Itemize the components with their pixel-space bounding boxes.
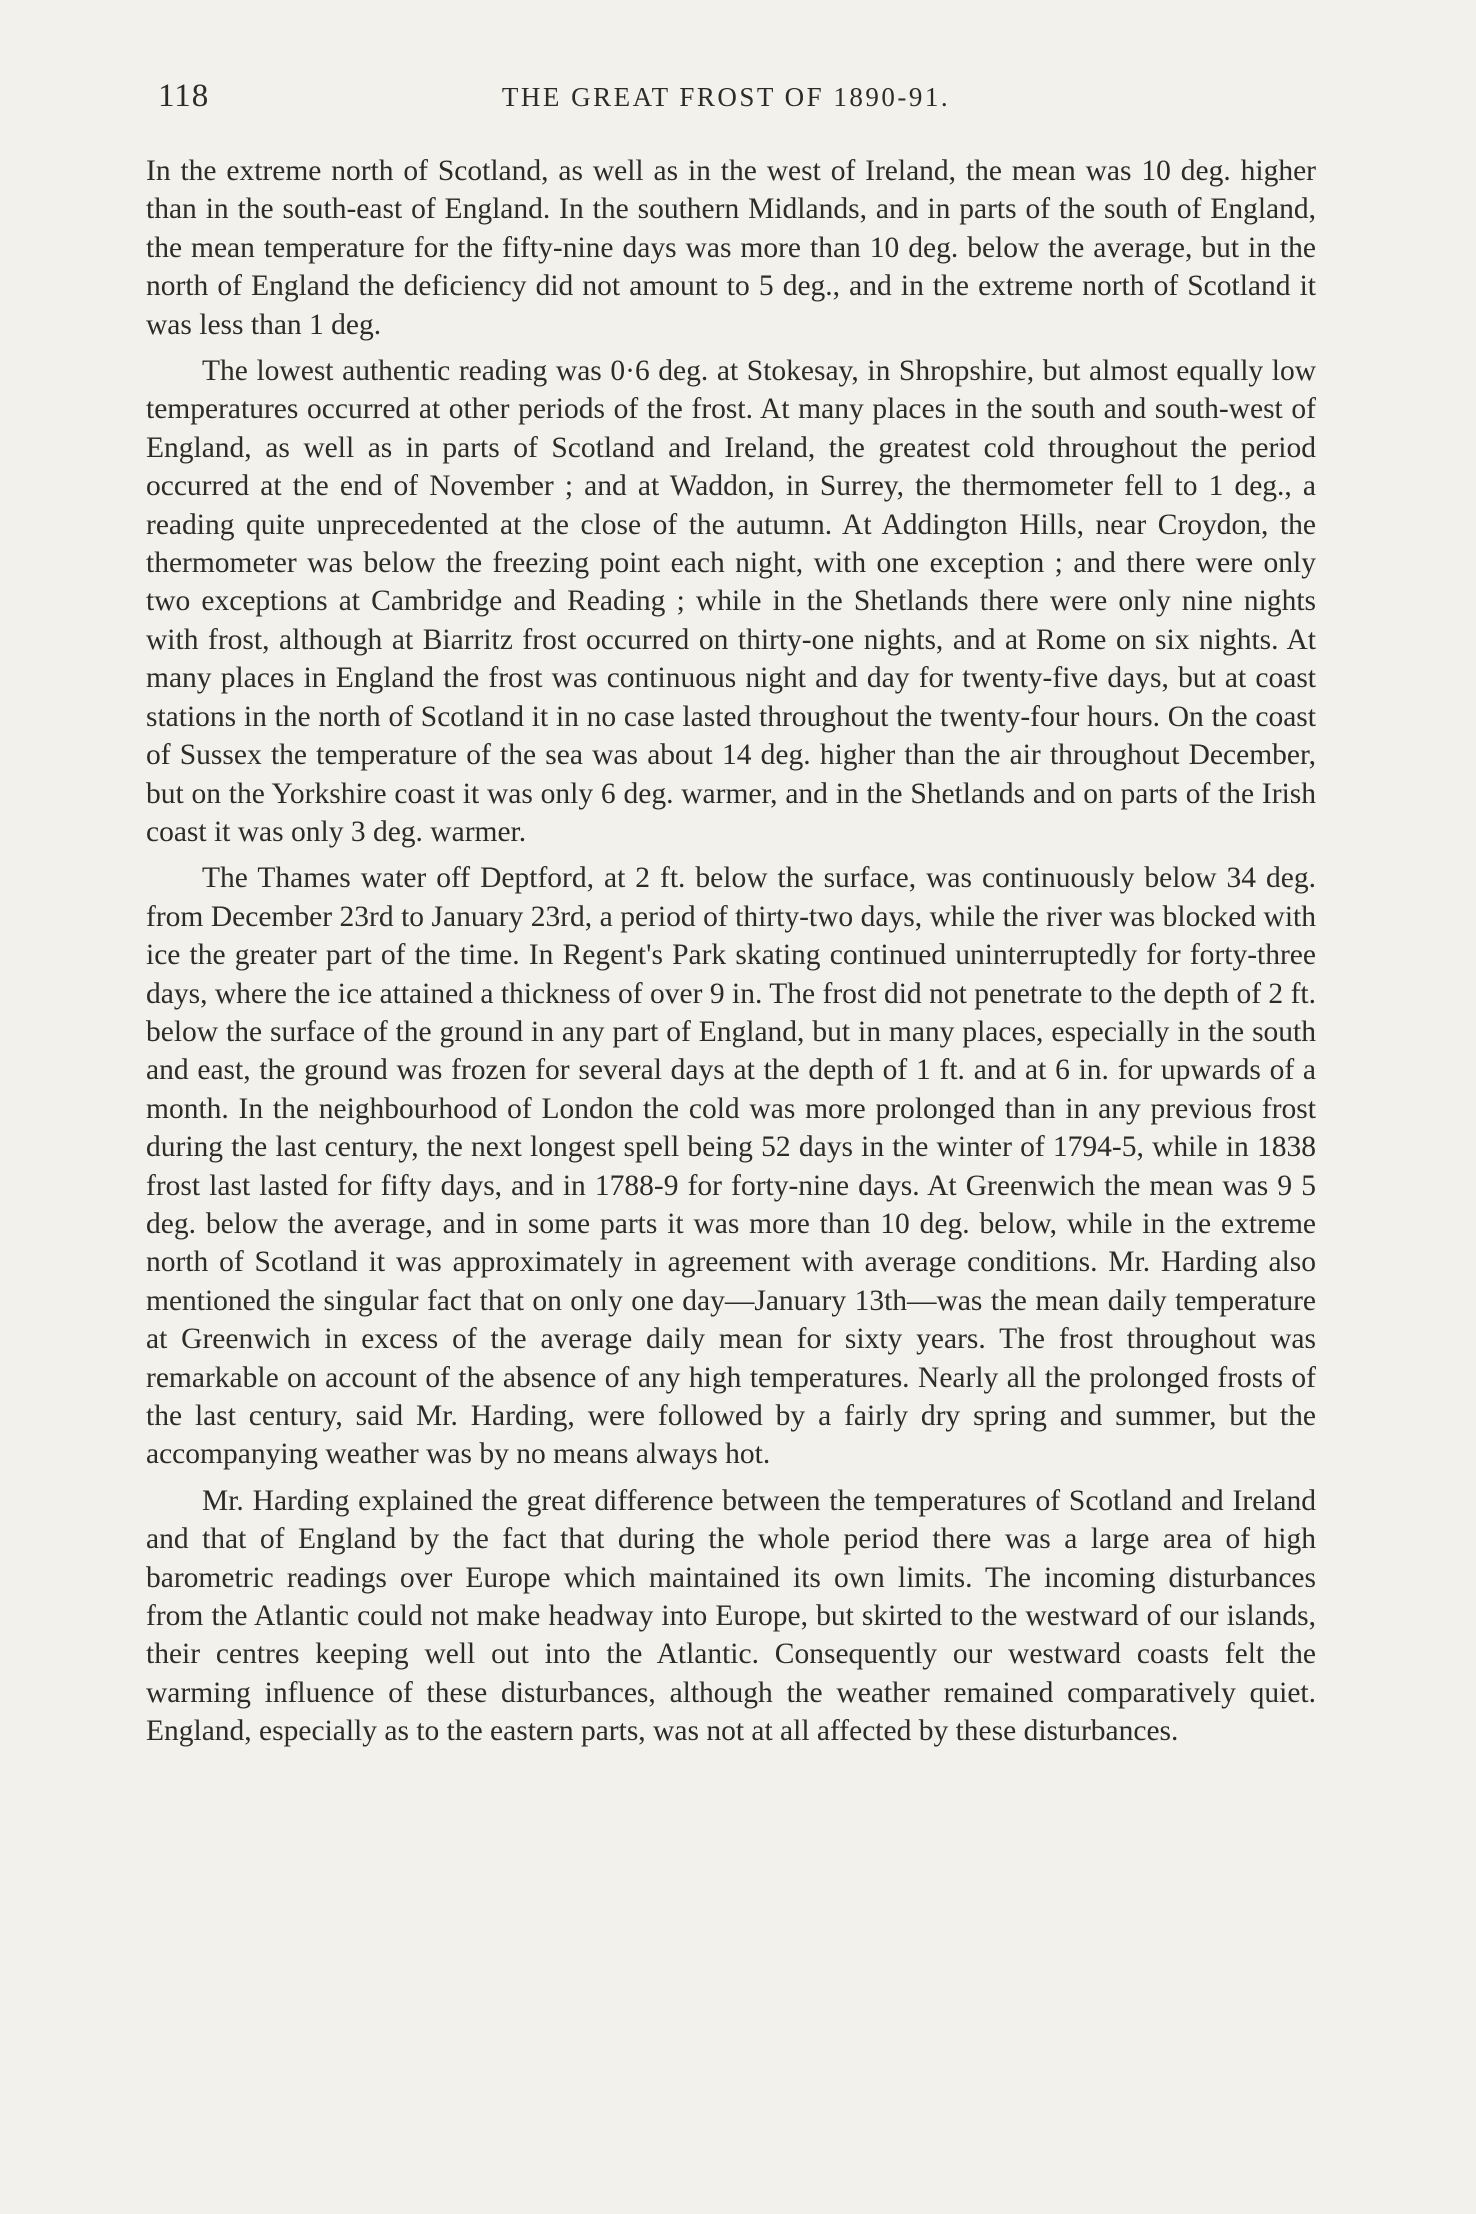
running-head bbox=[146, 78, 1306, 128]
page-number: 118 bbox=[158, 78, 210, 114]
paragraph-1: In the extreme north of Scotland, as well as in the west of Ireland, the mean was 10 deg. higher than in the south-east of England. In the southern Midlands, and in parts of the south of England, the mean temperature for the fifty-nine days was more than 10 deg. below the average, but in the north of England the deficiency did not amount to 5 deg., and in the extreme north of Scotland it was less than 1 deg. bbox=[146, 155, 1316, 341]
paragraph-2: The lowest authentic reading was 0·6 deg. at Stokesay, in Shropshire, but almost equally low temperatures occurred at other periods of the frost. At many places in the south and south-west of England, as well as in parts of Scotland and Ireland, the greatest cold throughout the period occurred at the end of November ; and at Waddon, in Surrey, the thermometer fell to 1 deg., a reading quite unprecedented at the close of the autumn. At Addington Hills, near Croydon, the thermometer was below the freezing point each night, with one exception ; and there were only two exceptions at Cambridge and Reading ; while in the Shetlands there were only nine nights with frost, although at Biarritz frost occurred on thirty-one nights, and at Rome on six nights. At many places in England the frost was continuous night and day for twenty-five days, but at coast stations in the north of Scotland it in no case lasted throughout the twenty-four hours. On the coast of Sussex the temperature of the sea was about 14 deg. higher than the air throughout December, but on the Yorkshire coast it was only 6 deg. warmer, and in the Shetlands and on parts of the Irish coast it was only 3 deg. warmer. bbox=[146, 355, 1316, 848]
paragraph-4: Mr. Harding explained the great difference between the temperatures of Scotland and Ireland and that of England by the fact that during the whole period there was a large area of high barometric readings over Europe which maintained its own limits. The incoming disturbances from the Atlantic could not make headway into Europe, but skirted to the westward of our islands, their centres keeping well out into the Atlantic. Consequently our westward coasts felt the warming influence of these disturbances, although the weather remained comparatively quiet. England, especially as to the eastern parts, was not at all affected by these disturbances. bbox=[146, 1484, 1316, 1748]
running-title: THE GREAT FROST OF 1890-91. bbox=[501, 82, 951, 112]
body-text bbox=[146, 152, 1316, 1759]
paragraph-3: The Thames water off Deptford, at 2 ft. below the surface, was continuously below 34 deg. from December 23rd to January 23rd, a period of thirty-two days, while the river was blocked with ice the greater part of the time. In Regent's Park skating continued uninterruptedly for forty-three days, where the ice attained a thickness of over 9 in. The frost did not penetrate to the depth of 2 ft. below the surface of the ground in any part of England, but in many places, especially in the south and east, the ground was frozen for several days at the depth of 1 ft. and at 6 in. for upwards of a month. In the neighbourhood of London the cold was more prolonged than in any previous frost during the last century, the next longest spell being 52 days in the winter of 1794-5, while in 1838 frost last lasted for fifty days, and in 1788-9 for forty-nine days. At Greenwich the mean was 9 5 deg. below the average, and in some parts it was more than 10 deg. below, while in the extreme north of Scotland it was approximately in agreement with average conditions. Mr. Harding also mentioned the singular fact that on only one day—January 13th—was the mean daily temperature at Greenwich in excess of the average daily mean for sixty years. The frost throughout was remarkable on account of the absence of any high temperatures. Nearly all the prolonged frosts of the last century, said Mr. Harding, were followed by a fairly dry spring and summer, but the accompanying weather was by no means always hot. bbox=[146, 862, 1316, 1471]
